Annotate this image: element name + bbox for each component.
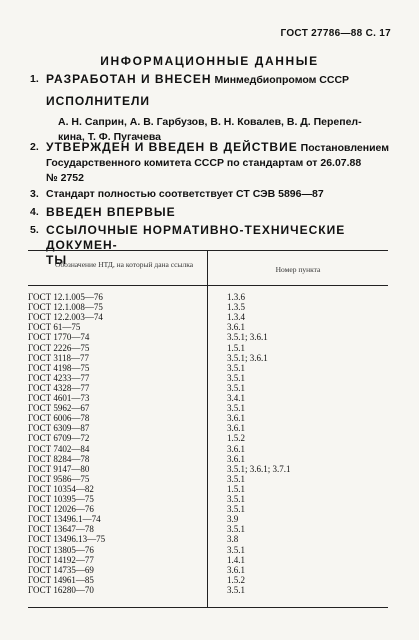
clause-number: 1.5.1 (227, 342, 245, 353)
doc-designation: ГОСТ 6709—72 (28, 433, 90, 444)
item-heading: УТВЕРЖДЕН И ВВЕДЕН В ДЕЙСТВИЕ (46, 140, 298, 154)
clause-number: 3.9 (227, 514, 239, 525)
clause-number: 3.5.1 (227, 504, 245, 515)
header-label: Обозначение НТД, на который дана ссылка (54, 260, 194, 269)
clause-number: 3.6.1 (227, 413, 245, 424)
table-row (28, 333, 388, 343)
clause-number: 1.5.1 (227, 483, 245, 494)
table-row (28, 434, 388, 444)
table-row (28, 586, 388, 596)
doc-designation: ГОСТ 8284—78 (28, 453, 90, 464)
item-text: Минмедбиопромом СССР (214, 74, 350, 86)
doc-designation: ГОСТ 10395—75 (28, 494, 94, 504)
table-header-doc (28, 251, 208, 286)
clause-number: 3.5.1 (227, 473, 245, 484)
clause-number: 1.5.2 (227, 433, 245, 444)
doc-designation: ГОСТ 7402—84 (28, 443, 90, 454)
clause-number: 3.8 (227, 534, 239, 545)
doc-designation: ГОСТ 14735—69 (28, 564, 94, 575)
doc-designation: ГОСТ 3118—77 (28, 352, 90, 363)
clause-number: 3.5.1 (227, 403, 245, 414)
doc-designation: ГОСТ 4233—77 (28, 372, 90, 383)
doc-designation: ГОСТ 9586—75 (28, 473, 90, 484)
clause-number: 3.5.1 (227, 494, 245, 504)
running-head: ГОСТ 27786—88 С. 17 (280, 28, 391, 39)
clause-number: 1.5.2 (227, 574, 245, 585)
clause-number: 3.5.1 (227, 382, 245, 393)
item-heading: ССЫЛОЧНЫЕ НОРМАТИВНО-ТЕХНИЧЕСКИЕ ДОКУМЕН- (46, 223, 346, 252)
item-number: 5. (30, 224, 39, 236)
table-row (28, 546, 388, 556)
item-text-line-3: № 2752 (46, 172, 84, 184)
item-number: 4. (30, 206, 39, 218)
executors-line-2: кина, Т. Ф. Пугачева (58, 131, 162, 143)
executors-line-1: А. Н. Саприн, А. В. Гарбузов, В. Н. Ковалев, В. Д. Перепел- (58, 116, 362, 128)
clause-number: 3.6.1 (227, 322, 245, 333)
reference-table (28, 250, 388, 608)
doc-designation: ГОСТ 4198—75 (28, 362, 90, 373)
table-row (28, 455, 388, 465)
item-4 (30, 205, 389, 221)
clause-number: 3.6.1 (227, 564, 245, 575)
doc-designation: ГОСТ 9147—80 (28, 463, 90, 474)
item-text: Стандарт полностью соответствует СТ СЭВ 5896—87 (46, 188, 324, 200)
table-row (28, 556, 388, 566)
item-text-line-2: Государственного комитета СССР по стандартам от 26.07.88 (46, 157, 362, 169)
clause-number: 1.3.5 (227, 302, 245, 313)
clause-number: 3.5.1; 3.6.1; 3.7.1 (227, 463, 291, 474)
doc-designation: ГОСТ 12026—76 (28, 504, 94, 515)
table-row (28, 354, 388, 364)
doc-designation: ГОСТ 5962—67 (28, 403, 90, 414)
doc-designation: ГОСТ 13647—78 (28, 524, 94, 535)
section-title: ИНФОРМАЦИОННЫЕ ДАННЫЕ (100, 54, 319, 68)
doc-designation: ГОСТ 16280—70 (28, 584, 94, 595)
clause-number: 3.6.1 (227, 443, 245, 454)
doc-designation: ГОСТ 14961—85 (28, 574, 94, 585)
clause-number: 3.4.1 (227, 393, 245, 403)
item-1 (30, 72, 389, 88)
table-header-clause (208, 251, 388, 286)
clause-number: 3.5.1 (227, 524, 245, 535)
table-row (28, 364, 388, 374)
clause-number: 3.5.1 (227, 372, 245, 383)
doc-designation: ГОСТ 1770—74 (28, 332, 90, 343)
table-row (28, 313, 388, 323)
table-row (28, 445, 388, 455)
clause-number: 3.6.1 (227, 453, 245, 464)
item-number: 1. (30, 73, 39, 85)
doc-designation: ГОСТ 13805—76 (28, 544, 94, 555)
item-text-line-1: Постановлением (300, 142, 390, 154)
doc-designation: ГОСТ 14192—77 (28, 554, 94, 565)
clause-number: 3.5.1 (227, 584, 245, 595)
item-2 (30, 140, 390, 186)
table-row (28, 535, 388, 545)
clause-number: 3.5.1; 3.6.1 (227, 352, 268, 363)
item-number: 3. (30, 188, 39, 200)
doc-designation: ГОСТ 12.2.003—74 (28, 312, 103, 323)
item-heading: ВВЕДЕН ВПЕРВЫЕ (46, 205, 176, 219)
item-number: 2. (30, 141, 39, 153)
clause-number: 3.5.1; 3.6.1 (227, 332, 268, 343)
item-heading: РАЗРАБОТАН И ВНЕСЕН (46, 72, 212, 86)
table-row (28, 566, 388, 576)
doc-designation: ГОСТ 6006—78 (28, 413, 90, 424)
doc-designation: ГОСТ 6309—87 (28, 423, 90, 434)
doc-designation: ГОСТ 12.1.008—75 (28, 302, 103, 313)
doc-designation: ГОСТ 4328—77 (28, 382, 90, 393)
doc-designation: ГОСТ 13496.13—75 (28, 534, 106, 545)
item-heading-cont: ТЫ (46, 253, 68, 267)
doc-designation: ГОСТ 12.1.005—76 (28, 292, 103, 302)
doc-designation: ГОСТ 13496.1—74 (28, 514, 101, 525)
doc-designation: ГОСТ 2226—75 (28, 342, 90, 353)
table-row (28, 465, 388, 475)
clause-number: 1.4.1 (227, 554, 245, 565)
doc-designation: ГОСТ 10354—82 (28, 483, 94, 494)
executors-heading: ИСПОЛНИТЕЛИ (46, 94, 151, 108)
clause-number: 1.3.4 (227, 312, 245, 323)
clause-number: 3.5.1 (227, 362, 245, 373)
doc-designation: ГОСТ 4601—73 (28, 393, 90, 403)
executors-heading-block (36, 94, 389, 110)
header-label: Номер пункта (275, 265, 321, 274)
table-row (28, 344, 388, 354)
item-3 (30, 187, 389, 202)
clause-number: 3.5.1 (227, 544, 245, 555)
clause-number: 1.3.6 (227, 292, 245, 302)
doc-designation: ГОСТ 61—75 (28, 322, 81, 333)
clause-number: 3.6.1 (227, 423, 245, 434)
